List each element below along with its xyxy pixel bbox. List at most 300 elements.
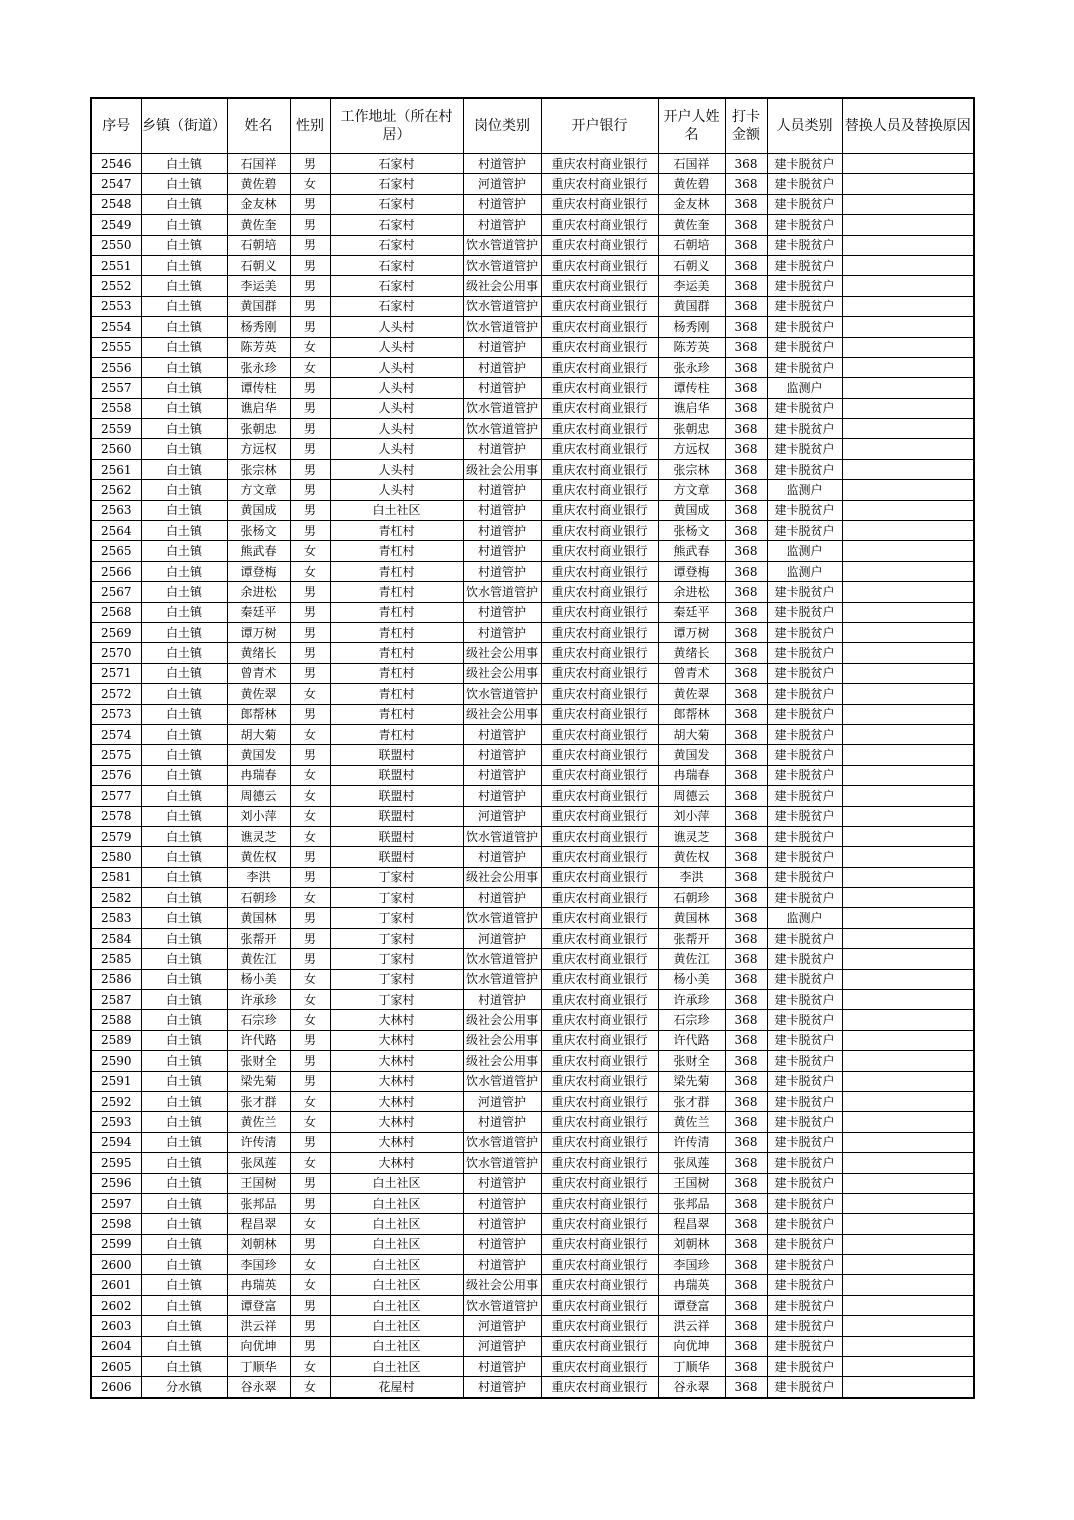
header-bank: 开户银行 [541,98,658,154]
table-row [91,643,974,663]
header-amount: 打卡金额 [725,98,767,154]
table-row [91,154,974,174]
cell-bank: 重庆农村商业银行 [541,378,658,398]
cell-gender: 男 [290,745,330,765]
table-row [91,622,974,642]
table-row [91,296,974,316]
cell-person-category: 建卡脱贫户 [767,684,842,704]
cell-serial: 2557 [91,378,141,398]
cell-bank: 重庆农村商业银行 [541,745,658,765]
cell-name: 余进松 [227,582,290,602]
cell-township: 白土镇 [141,1173,227,1193]
cell-township: 白土镇 [141,745,227,765]
table-row [91,1295,974,1315]
table-row [91,928,974,948]
cell-person-category: 建卡脱贫户 [767,296,842,316]
cell-replacement [842,1091,974,1111]
cell-amount: 368 [725,317,767,337]
cell-serial: 2598 [91,1214,141,1234]
cell-bank: 重庆农村商业银行 [541,1234,658,1254]
cell-work-address: 人头村 [330,459,463,479]
cell-amount: 368 [725,337,767,357]
cell-serial: 2555 [91,337,141,357]
table-row [91,765,974,785]
cell-name: 张朝忠 [227,419,290,439]
table-row [91,1071,974,1091]
cell-person-category: 建卡脱贫户 [767,704,842,724]
cell-amount: 368 [725,745,767,765]
cell-name: 刘小萍 [227,806,290,826]
cell-name: 石朝义 [227,255,290,275]
cell-serial: 2604 [91,1336,141,1356]
cell-township: 白土镇 [141,174,227,194]
cell-amount: 368 [725,704,767,724]
cell-account-holder: 谯启华 [658,398,725,418]
cell-township: 白土镇 [141,622,227,642]
header-gender: 性别 [290,98,330,154]
cell-bank: 重庆农村商业银行 [541,1132,658,1152]
cell-amount: 368 [725,1295,767,1315]
cell-amount: 368 [725,235,767,255]
cell-gender: 男 [290,643,330,663]
cell-replacement [842,1010,974,1030]
cell-serial: 2576 [91,765,141,785]
cell-serial: 2580 [91,847,141,867]
table-row [91,357,974,377]
cell-work-address: 丁家村 [330,867,463,887]
cell-name: 张财全 [227,1051,290,1071]
cell-serial: 2594 [91,1132,141,1152]
cell-person-category: 建卡脱贫户 [767,1193,842,1213]
table-row [91,561,974,581]
table-row [91,276,974,296]
table-row [91,969,974,989]
cell-bank: 重庆农村商业银行 [541,643,658,663]
cell-account-holder: 刘小萍 [658,806,725,826]
cell-amount: 368 [725,480,767,500]
cell-serial: 2581 [91,867,141,887]
cell-replacement [842,908,974,928]
table-row [91,500,974,520]
cell-work-address: 白土社区 [330,1234,463,1254]
cell-replacement [842,1030,974,1050]
cell-bank: 重庆农村商业银行 [541,541,658,561]
cell-replacement [842,541,974,561]
cell-work-address: 石家村 [330,215,463,235]
cell-work-address: 人头村 [330,398,463,418]
cell-account-holder: 曾青术 [658,663,725,683]
cell-name: 石朝珍 [227,888,290,908]
cell-name: 冉瑞英 [227,1275,290,1295]
cell-serial: 2592 [91,1091,141,1111]
cell-account-holder: 熊武春 [658,541,725,561]
cell-township: 白土镇 [141,1316,227,1336]
cell-name: 石国祥 [227,154,290,174]
cell-account-holder: 谭传柱 [658,378,725,398]
cell-post-type: 级社会公用事 [463,1051,541,1071]
cell-work-address: 青杠村 [330,663,463,683]
cell-post-type: 村道管护 [463,1377,541,1398]
cell-replacement [842,337,974,357]
cell-bank: 重庆农村商业银行 [541,398,658,418]
cell-serial: 2572 [91,684,141,704]
table-row [91,1173,974,1193]
cell-amount: 368 [725,174,767,194]
cell-bank: 重庆农村商业银行 [541,174,658,194]
cell-gender: 女 [290,1275,330,1295]
cell-work-address: 白土社区 [330,500,463,520]
cell-amount: 368 [725,990,767,1010]
cell-gender: 男 [290,439,330,459]
cell-person-category: 监测户 [767,541,842,561]
cell-work-address: 青杠村 [330,724,463,744]
cell-serial: 2590 [91,1051,141,1071]
cell-amount: 368 [725,684,767,704]
cell-work-address: 大林村 [330,1132,463,1152]
cell-bank: 重庆农村商业银行 [541,1030,658,1050]
table-row [91,1255,974,1275]
cell-replacement [842,276,974,296]
cell-replacement [842,255,974,275]
cell-amount: 368 [725,398,767,418]
cell-gender: 女 [290,1214,330,1234]
cell-person-category: 建卡脱贫户 [767,949,842,969]
cell-account-holder: 丁顺华 [658,1357,725,1377]
cell-person-category: 建卡脱贫户 [767,357,842,377]
cell-serial: 2583 [91,908,141,928]
cell-person-category: 建卡脱贫户 [767,1112,842,1132]
cell-account-holder: 向优坤 [658,1336,725,1356]
cell-bank: 重庆农村商业银行 [541,1193,658,1213]
table-row [91,317,974,337]
cell-amount: 368 [725,928,767,948]
cell-account-holder: 张永珍 [658,357,725,377]
cell-person-category: 建卡脱贫户 [767,1316,842,1336]
cell-township: 白土镇 [141,154,227,174]
cell-post-type: 河道管护 [463,928,541,948]
cell-person-category: 建卡脱贫户 [767,1295,842,1315]
cell-gender: 女 [290,806,330,826]
cell-work-address: 联盟村 [330,745,463,765]
cell-gender: 女 [290,174,330,194]
cell-bank: 重庆农村商业银行 [541,949,658,969]
table-row [91,663,974,683]
cell-amount: 368 [725,643,767,663]
cell-person-category: 建卡脱贫户 [767,1091,842,1111]
cell-serial: 2553 [91,296,141,316]
cell-bank: 重庆农村商业银行 [541,888,658,908]
cell-work-address: 联盟村 [330,806,463,826]
cell-name: 程昌翠 [227,1214,290,1234]
cell-person-category: 建卡脱贫户 [767,255,842,275]
cell-serial: 2574 [91,724,141,744]
cell-gender: 男 [290,1071,330,1091]
cell-work-address: 人头村 [330,480,463,500]
cell-replacement [842,1132,974,1152]
cell-post-type: 村道管护 [463,847,541,867]
cell-township: 白土镇 [141,561,227,581]
cell-work-address: 大林村 [330,1010,463,1030]
cell-replacement [842,1193,974,1213]
cell-post-type: 饮水管道管护 [463,1295,541,1315]
cell-serial: 2549 [91,215,141,235]
cell-post-type: 级社会公用事 [463,643,541,663]
cell-gender: 女 [290,337,330,357]
cell-bank: 重庆农村商业银行 [541,1377,658,1398]
cell-township: 白土镇 [141,337,227,357]
cell-work-address: 白土社区 [330,1336,463,1356]
cell-account-holder: 冉瑞英 [658,1275,725,1295]
cell-work-address: 人头村 [330,337,463,357]
cell-name: 张宗林 [227,459,290,479]
cell-account-holder: 张凤莲 [658,1153,725,1173]
table-row [91,1132,974,1152]
cell-person-category: 建卡脱贫户 [767,826,842,846]
cell-post-type: 级社会公用事 [463,1275,541,1295]
cell-serial: 2588 [91,1010,141,1030]
cell-amount: 368 [725,1255,767,1275]
cell-gender: 女 [290,541,330,561]
cell-name: 陈芳英 [227,337,290,357]
cell-replacement [842,378,974,398]
cell-bank: 重庆农村商业银行 [541,296,658,316]
cell-amount: 368 [725,1112,767,1132]
cell-name: 许传清 [227,1132,290,1152]
cell-township: 白土镇 [141,928,227,948]
cell-gender: 男 [290,154,330,174]
cell-replacement [842,643,974,663]
cell-bank: 重庆农村商业银行 [541,704,658,724]
cell-bank: 重庆农村商业银行 [541,439,658,459]
cell-serial: 2552 [91,276,141,296]
table-row [91,1010,974,1030]
cell-township: 白土镇 [141,1357,227,1377]
cell-post-type: 饮水管道管护 [463,235,541,255]
table-row [91,378,974,398]
cell-amount: 368 [725,1193,767,1213]
cell-replacement [842,419,974,439]
cell-name: 李国珍 [227,1255,290,1275]
cell-gender: 男 [290,378,330,398]
cell-work-address: 青杠村 [330,643,463,663]
cell-post-type: 村道管护 [463,1173,541,1193]
cell-work-address: 联盟村 [330,786,463,806]
cell-work-address: 丁家村 [330,928,463,948]
cell-gender: 女 [290,1010,330,1030]
cell-replacement [842,561,974,581]
cell-bank: 重庆农村商业银行 [541,1214,658,1234]
cell-amount: 368 [725,1336,767,1356]
cell-bank: 重庆农村商业银行 [541,806,658,826]
cell-work-address: 白土社区 [330,1214,463,1234]
cell-account-holder: 陈芳英 [658,337,725,357]
cell-person-category: 建卡脱贫户 [767,419,842,439]
cell-serial: 2587 [91,990,141,1010]
cell-account-holder: 黄国林 [658,908,725,928]
cell-township: 白土镇 [141,867,227,887]
cell-person-category: 建卡脱贫户 [767,1051,842,1071]
table-row [91,888,974,908]
cell-replacement [842,949,974,969]
cell-gender: 女 [290,969,330,989]
cell-person-category: 监测户 [767,378,842,398]
cell-township: 白土镇 [141,541,227,561]
cell-person-category: 监测户 [767,561,842,581]
cell-work-address: 石家村 [330,194,463,214]
cell-person-category: 建卡脱贫户 [767,194,842,214]
cell-account-holder: 黄佐江 [658,949,725,969]
header-name: 姓名 [227,98,290,154]
cell-gender: 男 [290,1193,330,1213]
cell-serial: 2597 [91,1193,141,1213]
cell-name: 黄佐兰 [227,1112,290,1132]
cell-replacement [842,1295,974,1315]
cell-post-type: 村道管护 [463,888,541,908]
cell-amount: 368 [725,724,767,744]
table-row [91,684,974,704]
cell-post-type: 村道管护 [463,1112,541,1132]
cell-replacement [842,622,974,642]
cell-gender: 男 [290,419,330,439]
cell-work-address: 青杠村 [330,582,463,602]
cell-person-category: 建卡脱贫户 [767,1234,842,1254]
cell-amount: 368 [725,1357,767,1377]
cell-township: 白土镇 [141,480,227,500]
cell-serial: 2593 [91,1112,141,1132]
cell-account-holder: 秦廷平 [658,602,725,622]
cell-post-type: 村道管护 [463,378,541,398]
cell-account-holder: 张财全 [658,1051,725,1071]
cell-replacement [842,786,974,806]
cell-person-category: 建卡脱贫户 [767,582,842,602]
cell-bank: 重庆农村商业银行 [541,480,658,500]
cell-gender: 女 [290,684,330,704]
header-township: 乡镇（街道） [141,98,227,154]
cell-bank: 重庆农村商业银行 [541,1010,658,1030]
cell-account-holder: 谭登富 [658,1295,725,1315]
cell-amount: 368 [725,1316,767,1336]
cell-amount: 368 [725,969,767,989]
table-row [91,194,974,214]
header-post-type: 岗位类别 [463,98,541,154]
cell-person-category: 建卡脱贫户 [767,1010,842,1030]
cell-person-category: 建卡脱贫户 [767,806,842,826]
cell-serial: 2579 [91,826,141,846]
cell-bank: 重庆农村商业银行 [541,235,658,255]
cell-bank: 重庆农村商业银行 [541,582,658,602]
cell-account-holder: 张邦品 [658,1193,725,1213]
cell-gender: 男 [290,235,330,255]
cell-name: 周德云 [227,786,290,806]
cell-person-category: 建卡脱贫户 [767,1153,842,1173]
cell-serial: 2568 [91,602,141,622]
cell-replacement [842,296,974,316]
table-row [91,949,974,969]
cell-replacement [842,500,974,520]
cell-person-category: 建卡脱贫户 [767,174,842,194]
cell-amount: 368 [725,459,767,479]
cell-township: 白土镇 [141,908,227,928]
cell-account-holder: 许传清 [658,1132,725,1152]
cell-serial: 2582 [91,888,141,908]
cell-township: 白土镇 [141,521,227,541]
cell-gender: 女 [290,561,330,581]
cell-name: 黄国群 [227,296,290,316]
cell-post-type: 饮水管道管护 [463,969,541,989]
cell-work-address: 白土社区 [330,1357,463,1377]
cell-gender: 男 [290,847,330,867]
cell-gender: 男 [290,480,330,500]
cell-name: 胡大菊 [227,724,290,744]
cell-work-address: 石家村 [330,255,463,275]
cell-person-category: 建卡脱贫户 [767,1357,842,1377]
cell-bank: 重庆农村商业银行 [541,1275,658,1295]
cell-work-address: 人头村 [330,317,463,337]
cell-post-type: 级社会公用事 [463,867,541,887]
cell-account-holder: 洪云祥 [658,1316,725,1336]
cell-replacement [842,826,974,846]
cell-post-type: 村道管护 [463,1214,541,1234]
cell-work-address: 白土社区 [330,1193,463,1213]
cell-bank: 重庆农村商业银行 [541,867,658,887]
cell-work-address: 石家村 [330,276,463,296]
cell-name: 石宗珍 [227,1010,290,1030]
cell-replacement [842,663,974,683]
cell-person-category: 建卡脱贫户 [767,1377,842,1398]
cell-serial: 2559 [91,419,141,439]
cell-person-category: 建卡脱贫户 [767,1030,842,1050]
cell-serial: 2554 [91,317,141,337]
cell-amount: 368 [725,215,767,235]
cell-name: 洪云祥 [227,1316,290,1336]
cell-bank: 重庆农村商业银行 [541,684,658,704]
cell-township: 白土镇 [141,1010,227,1030]
cell-gender: 男 [290,521,330,541]
cell-amount: 368 [725,541,767,561]
cell-replacement [842,317,974,337]
table-row [91,1336,974,1356]
cell-township: 白土镇 [141,419,227,439]
cell-gender: 女 [290,765,330,785]
cell-post-type: 村道管护 [463,724,541,744]
cell-post-type: 村道管护 [463,765,541,785]
cell-amount: 368 [725,908,767,928]
cell-name: 李运美 [227,276,290,296]
cell-gender: 女 [290,357,330,377]
cell-person-category: 建卡脱贫户 [767,928,842,948]
cell-work-address: 青杠村 [330,602,463,622]
cell-amount: 368 [725,378,767,398]
cell-account-holder: 梁先菊 [658,1071,725,1091]
cell-work-address: 青杠村 [330,704,463,724]
cell-replacement [842,1051,974,1071]
cell-post-type: 级社会公用事 [463,459,541,479]
cell-amount: 368 [725,806,767,826]
cell-replacement [842,174,974,194]
cell-replacement [842,867,974,887]
cell-account-holder: 石朝义 [658,255,725,275]
cell-person-category: 建卡脱贫户 [767,622,842,642]
cell-bank: 重庆农村商业银行 [541,969,658,989]
cell-amount: 368 [725,561,767,581]
cell-bank: 重庆农村商业银行 [541,826,658,846]
cell-name: 曾青术 [227,663,290,683]
cell-serial: 2578 [91,806,141,826]
table-row [91,1214,974,1234]
cell-serial: 2573 [91,704,141,724]
cell-person-category: 建卡脱贫户 [767,867,842,887]
header-replacement: 替换人员及替换原因 [842,98,974,154]
